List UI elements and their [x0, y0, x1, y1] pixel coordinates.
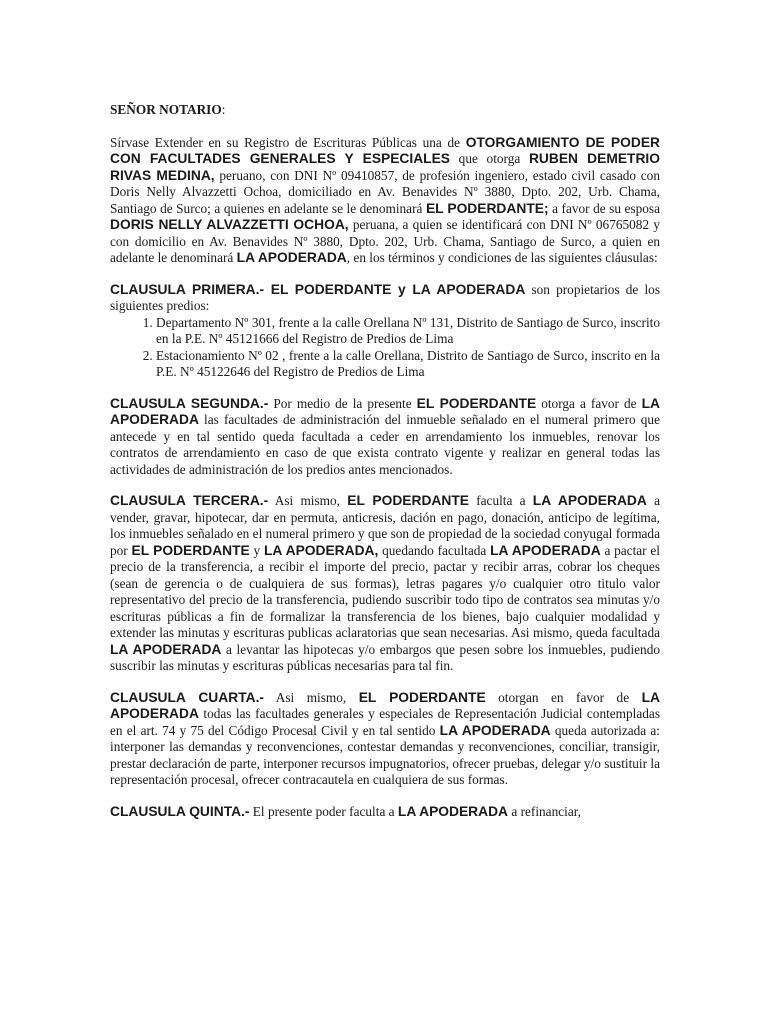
clause-5-paragraph: CLAUSULA QUINTA.- El presente poder faculta a LA APODERADA a refinanciar, — [110, 803, 581, 819]
document-title: SEÑOR NOTARIO: — [110, 102, 226, 117]
clause-3-paragraph: CLAUSULA TERCERA.- Asi mismo, EL PODERDANTE faculta a LA APODERADA a vender, gravar, hipotecar, dar en permuta, anticresis, dación en pago, donación, anticipo de legítima, los inmuebles señalado en el numeral primero y que son de propiedad de la sociedad conyugal formada por EL PODERDANTE y LA APODERADA, quedando facultada LA APODERADA a pactar el precio de la transferencia, a recibir el importe del precio, pactar y recibir arras, cobrar los cheques (sean de gerencia o de cualquiera de sus formas), letras pagares y/o cualquier otro titulo valor representativo del precio de la transferencia, pudiendo suscribir todo tipo de contratos sea minutas y/o escrituras públicas a fin de formalizar la transferencia de los bienes, bajo cualquier modalidad y extender las minutas y escrituras publicas aclaratorias que sean necesarias. Asi mismo, queda facultada LA APODERADA a levantar las hipotecas y/o embargos que pesen sobre los inmuebles, pudiendo suscribir las minutas y escrituras públicas necesarias para tal fin. — [110, 493, 660, 673]
property-list — [110, 315, 660, 381]
clause-4-paragraph: CLAUSULA CUARTA.- Asi mismo, EL PODERDANTE otorgan en favor de LA APODERADA todas las facultades generales y especiales de Representación Judicial contempladas en el art. 74 y 75 del Código Procesal Civil y en tal sentido LA APODERADA queda autorizada a: interponer las demandas y reconvenciones, contestar demandas y reconvenciones, conciliar, transigir, prestar declaración de parte, interponer recursos impugnatorios, ofrecer pruebas, delegar y/o sustituir la representación procesal, ofrecer contracautela en cualquiera de sus formas. — [110, 689, 661, 787]
list-item: 1. Departamento Nº 301, frente a la calle Orellana Nº 131, Distrito de Santiago de Surco, inscrito en la P.E. Nº 45121666 del Registro de Predios de Lima — [156, 315, 660, 348]
intro-paragraph: Sírvase Extender en su Registro de Escrituras Públicas una de OTORGAMIENTO DE PODER CON FACULTADES GENERALES Y ESPECIALES que otorga RUBEN DEMETRIO RIVAS MEDINA, peruano, con DNI Nº 09410857, de profesión ingeniero, estado civil casado con Doris Nelly Alvazzetti Ochoa, domiciliado en Av. Benavides Nº 3880, Dpto. 202, Urb. Chama, Santiago de Surco; a quienes en adelante se le denominará EL PODERDANTE; a favor de su esposa DORIS NELLY ALVAZZETTI OCHOA, peruana, a quien se identificará con DNI Nº 06765082 y con domicilio en Av. Benavides Nº 3880, Dpto. 202, Urb. Chama, Santiago de Surco, a quien en adelante le denominará LA APODERADA, en los términos y condiciones de las siguientes cláusulas: — [110, 134, 660, 265]
document-page — [110, 96, 660, 835]
clause-1-paragraph: CLAUSULA PRIMERA.- EL PODERDANTE y LA APODERADA son propietarios de los siguientes predios: — [110, 281, 660, 313]
clause-2-paragraph: CLAUSULA SEGUNDA.- Por medio de la presente EL PODERDANTE otorga a favor de LA APODERADA las facultades de administración del inmueble señalado en el numeral primero que antecede y en tal sentido queda facultada a ceder en arrendamiento los inmuebles, renovar los contratos de arrendamiento en caso de que exista contrato vigente y realizar en general todas las actividades de administración de los predios antes mencionados. — [110, 395, 660, 477]
list-item: 2. Estacionamiento Nº 02 , frente a la calle Orellana, Distrito de Santiago de Surco, inscrito en la P.E. Nº 45122646 del Registro de Predios de Lima — [156, 348, 660, 381]
